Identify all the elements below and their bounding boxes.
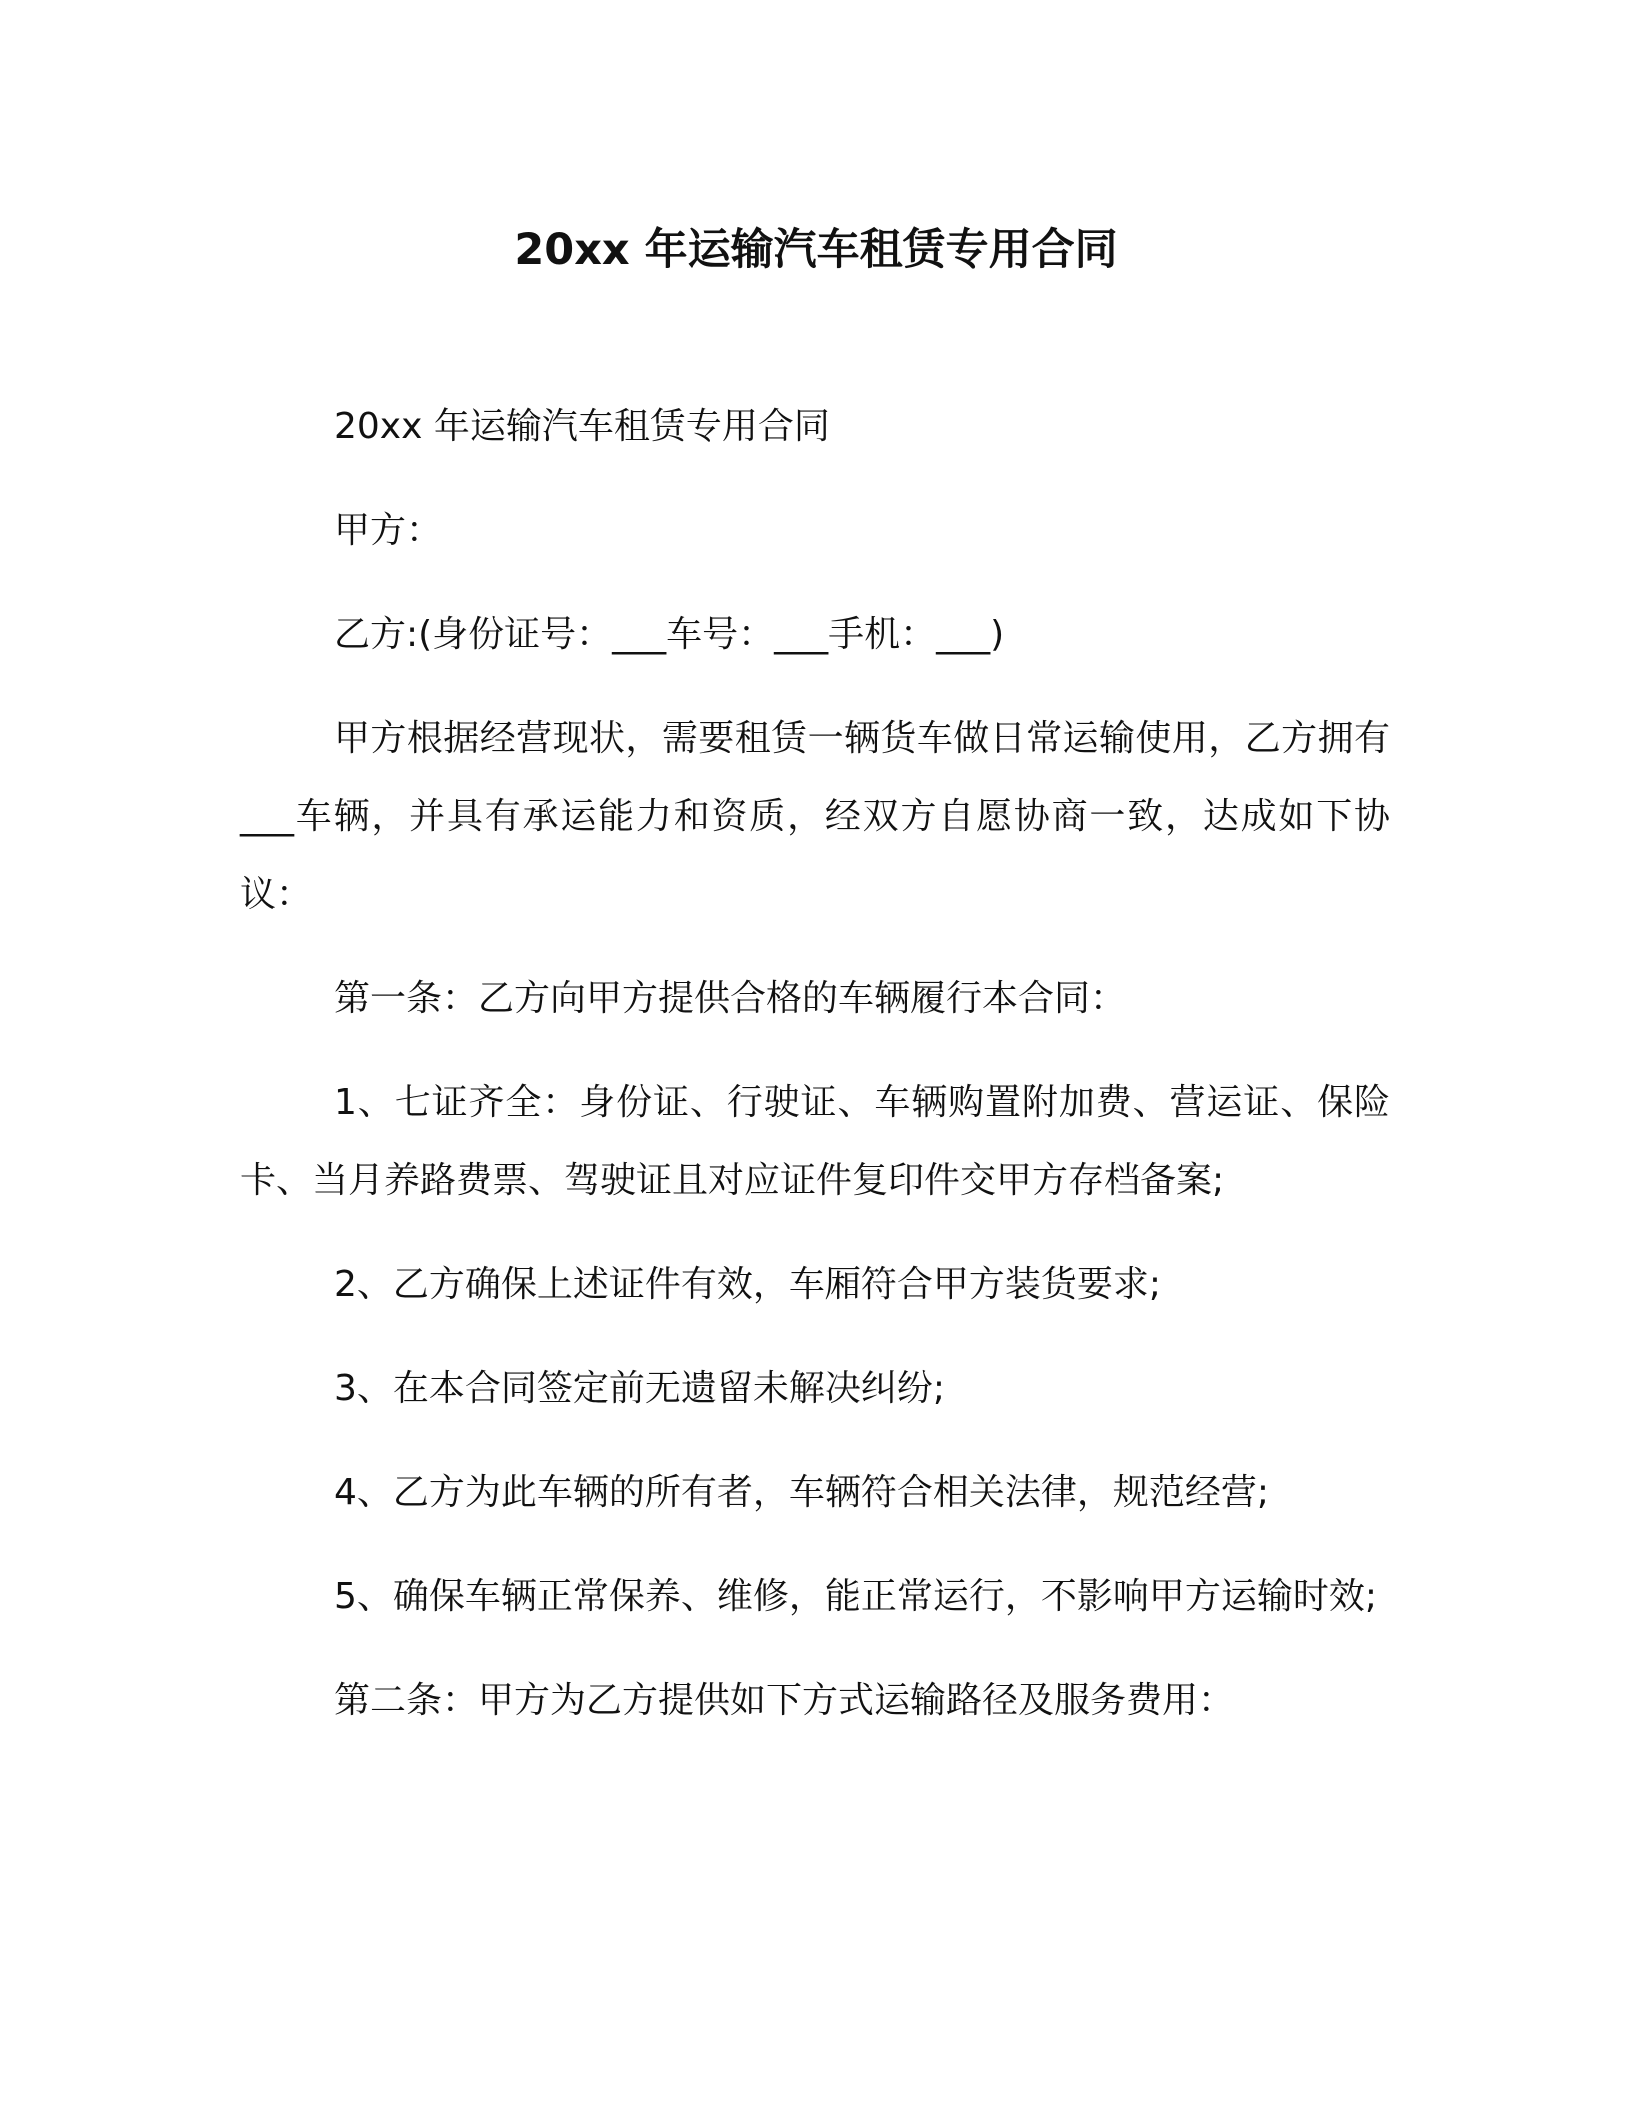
document-title: 20xx 年运输汽车租赁专用合同 [514, 225, 1118, 275]
party-b-line: 乙方:(身份证号：___车号：___手机：___) [334, 614, 1005, 655]
party-a-line: 甲方： [334, 510, 443, 551]
article-1-item-5: 5、确保车辆正常保养、维修，能正常运行，不影响甲方运输时效; [334, 1576, 1378, 1617]
subtitle-paragraph: 20xx 年运输汽车租赁专用合同 [334, 406, 830, 447]
article-1-item-3: 3、在本合同签定前无遗留未解决纠纷; [334, 1368, 946, 1409]
article-2-heading: 第二条：甲方为乙方提供如下方式运输路径及服务费用： [334, 1680, 1235, 1721]
article-1-item-4: 4、乙方为此车辆的所有者，车辆符合相关法律，规范经营; [334, 1472, 1270, 1513]
document-body [240, 388, 1390, 1766]
preamble-paragraph: 甲方根据经营现状，需要租赁一辆货车做日常运输使用，乙方拥有___车辆，并具有承运能力和资质，经双方自愿协商一致，达成如下协议： [240, 718, 1390, 915]
article-1-heading: 第一条：乙方向甲方提供合格的车辆履行本合同： [334, 978, 1127, 1019]
article-1-item-2: 2、乙方确保上述证件有效，车厢符合甲方装货要求; [334, 1264, 1162, 1305]
article-1-item-1: 1、七证齐全：身份证、行驶证、车辆购置附加费、营运证、保险卡、当月养路费票、驾驶证且对应证件复印件交甲方存档备案; [240, 1082, 1390, 1201]
